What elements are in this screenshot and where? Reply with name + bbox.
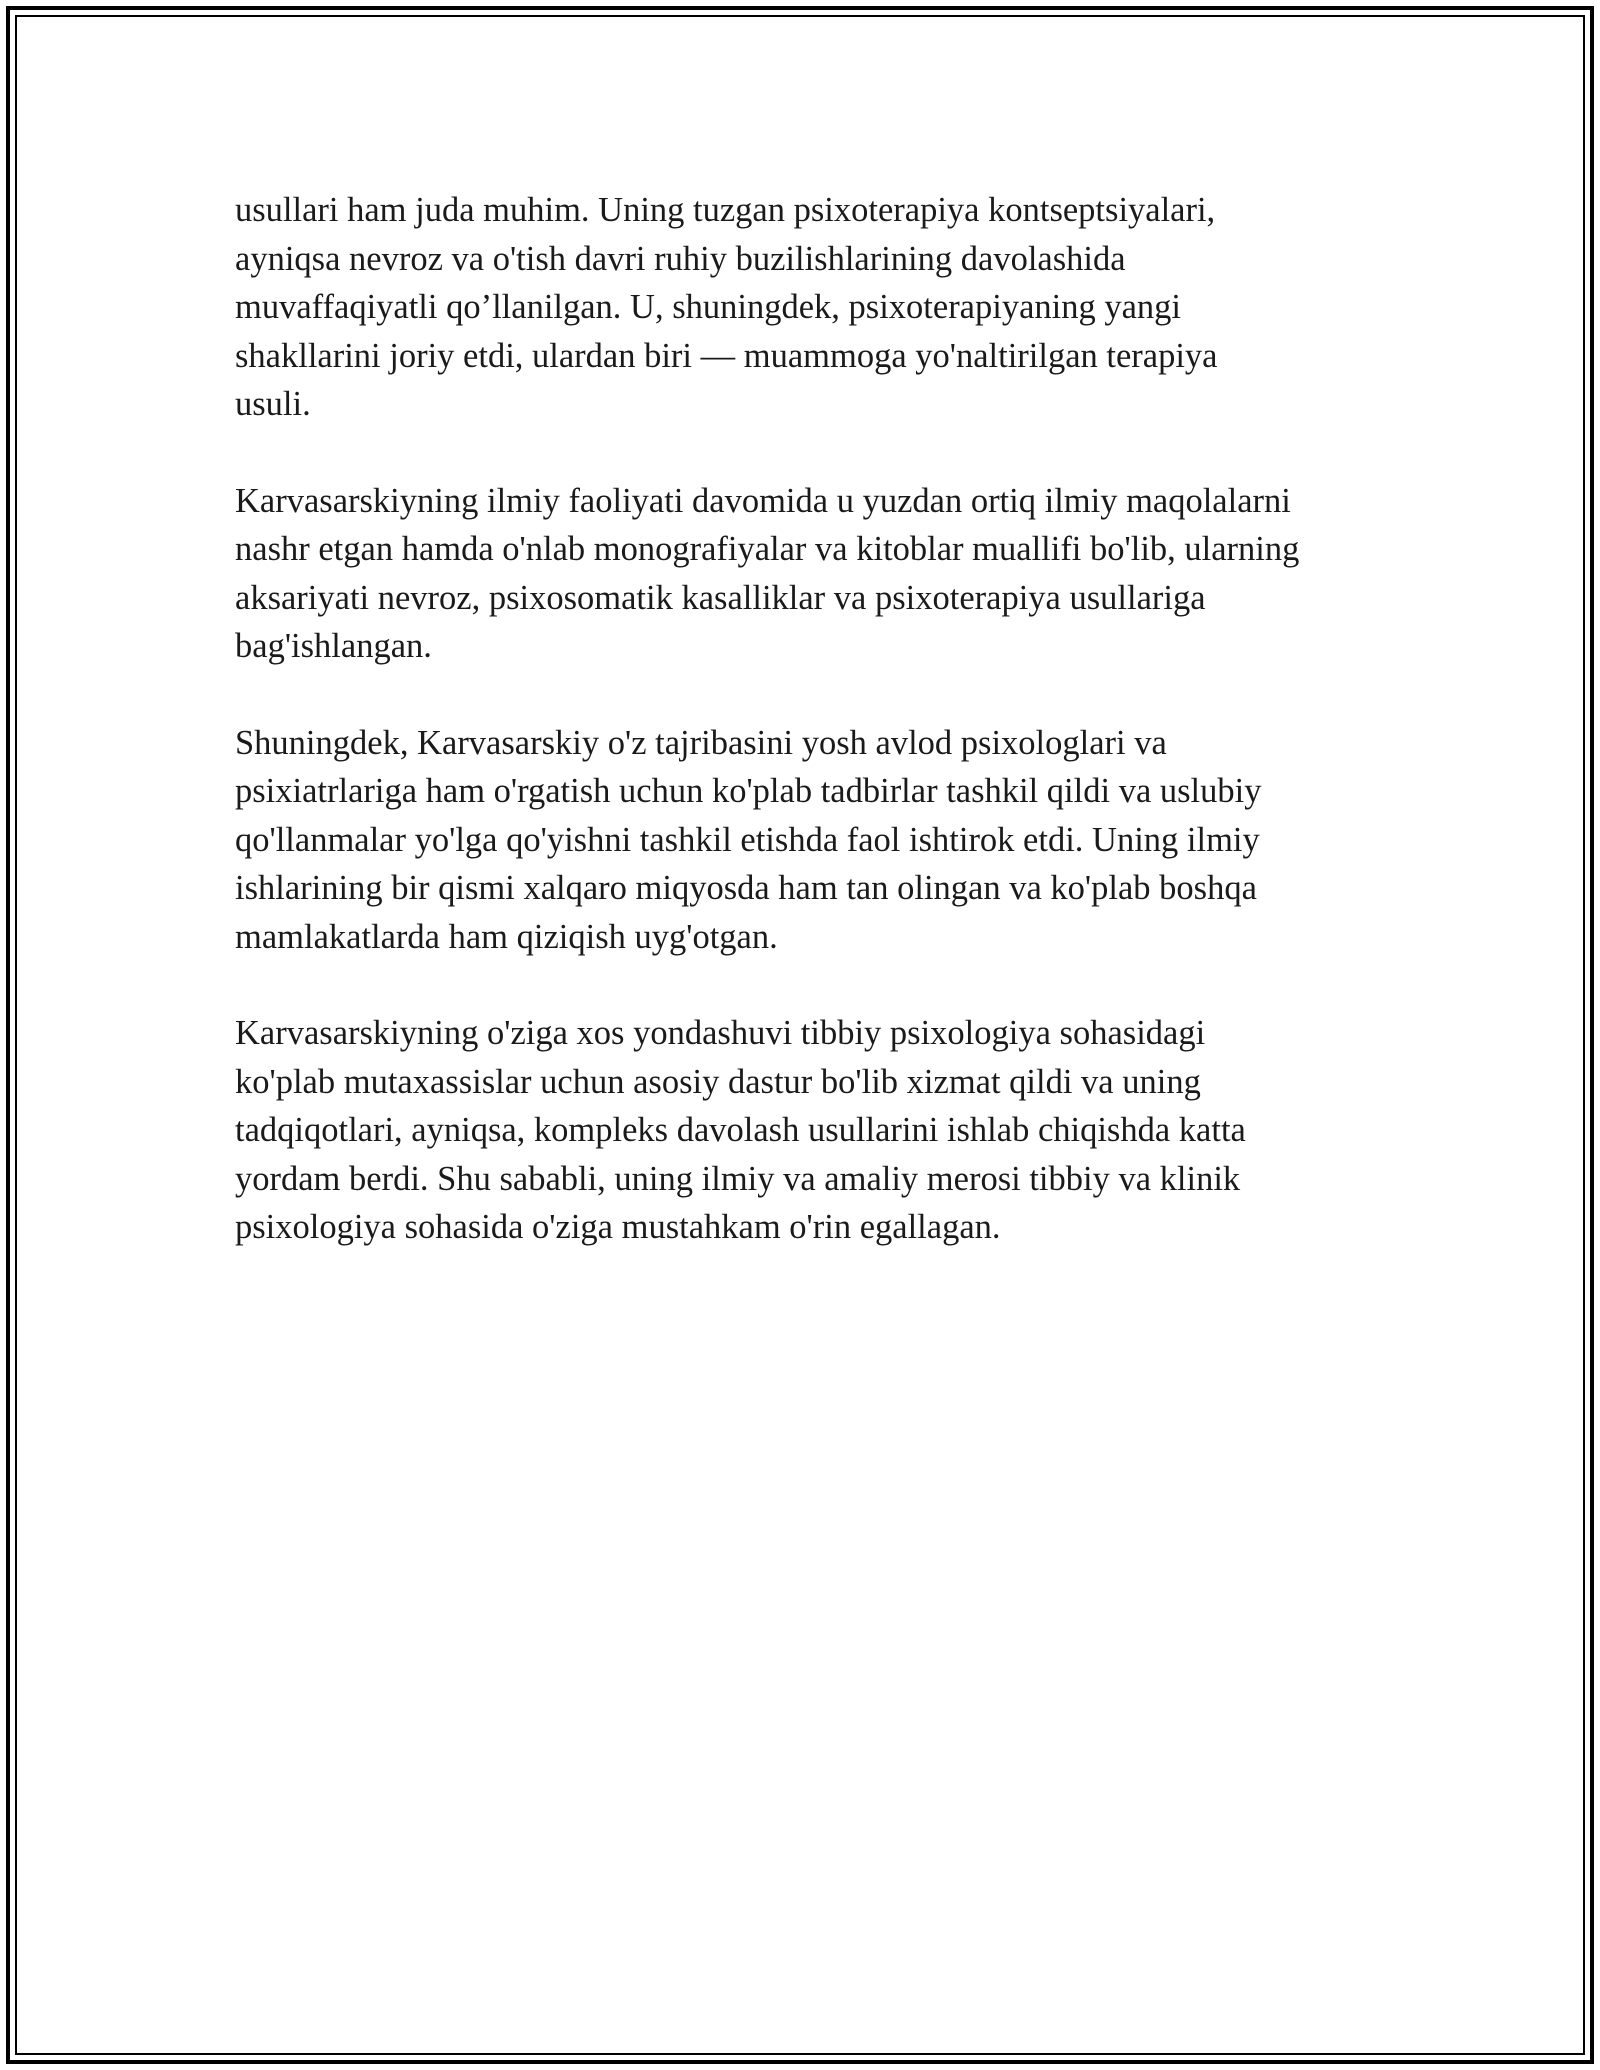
paragraph-3: Shuningdek, Karvasarskiy o'z tajribasini yosh avlod psixologlari va psixiatrlariga ham o'rgatish uchun ko'plab tadbirlar tashkil qildi va uslubiy qo'llanmalar yo'lga qo'yishni tashkil etishda faol ishtirok etdi. Uning ilmiy ishlarining bir qismi xalqaro miqyosda ham tan olingan va ko'plab boshqa mamlakatlarda ham qiziqish uyg'otgan. xyxy=(235,723,1262,956)
document-body xyxy=(235,186,1375,1300)
paragraph-2: Karvasarskiyning ilmiy faoliyati davomida u yuzdan ortiq ilmiy maqolalarni nashr etgan hamda o'nlab monografiyalar va kitoblar muallifi bo'lib, ularning aksariyati nevroz, psixosomatik kasalliklar va psixoterapiya usullariga bag'ishlangan. xyxy=(235,481,1300,665)
paragraph-1: usullari ham juda muhim. Uning tuzgan psixoterapiya kontseptsiyalari, ayniqsa nevroz va o'tish davri ruhiy buzilishlarining davolashida muvaffaqiyatli qo’llanilgan. U, shuningdek, psixoterapiyaning yangi shakllarini joriy etdi, ulardan biri — muammoga yo'naltirilgan terapiya usuli. xyxy=(235,191,1218,423)
paragraph-4: Karvasarskiyning o'ziga xos yondashuvi tibbiy psixologiya sohasidagi ko'plab mutaxassislar uchun asosiy dastur bo'lib xizmat qildi va uning tadqiqotlari, ayniqsa, kompleks davolash usullarini ishlab chiqishda katta yordam berdi. Shu sababli, uning ilmiy va amaliy merosi tibbiy va klinik psixologiya sohasida o'ziga mustahkam o'rin egallagan. xyxy=(235,1014,1246,1246)
